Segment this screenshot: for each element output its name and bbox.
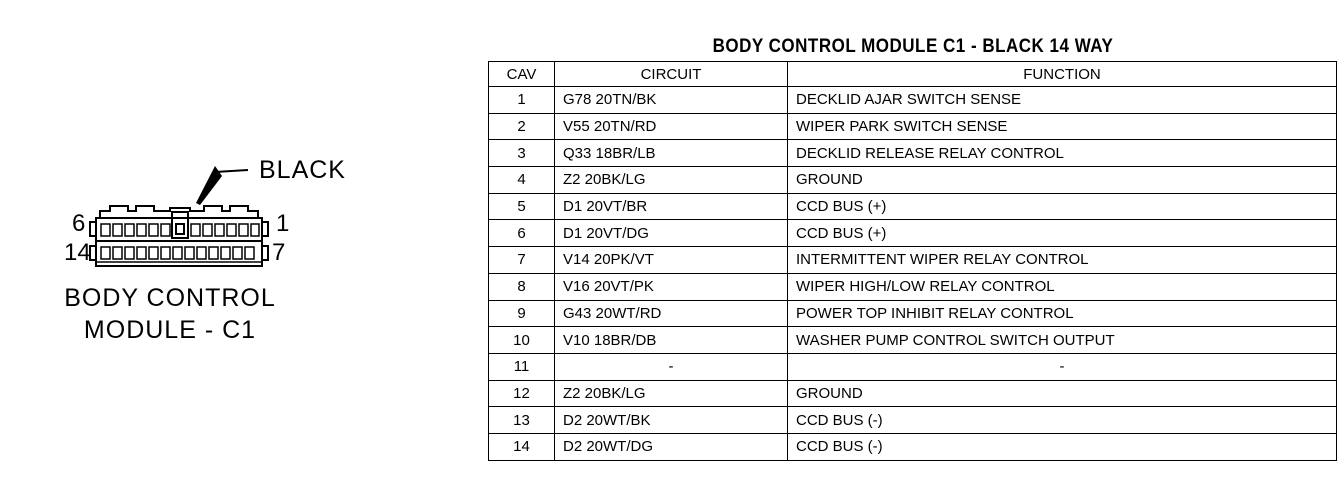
cell-cav: 8 (489, 273, 555, 300)
cell-function: CCD BUS (+) (788, 220, 1337, 247)
cell-circuit: V10 18BR/DB (555, 327, 788, 354)
cell-function: INTERMITTENT WIPER RELAY CONTROL (788, 247, 1337, 274)
table-row (489, 380, 1337, 407)
cell-cav: 7 (489, 247, 555, 274)
header-circuit: CIRCUIT (555, 62, 788, 87)
table-row (489, 140, 1337, 167)
cell-circuit: D1 20VT/BR (555, 193, 788, 220)
table-row (489, 193, 1337, 220)
pin-label-top-left: 6 (72, 210, 86, 237)
cell-circuit: D2 20WT/DG (555, 433, 788, 460)
cell-circuit: V14 20PK/VT (555, 247, 788, 274)
cell-circuit: D2 20WT/BK (555, 407, 788, 434)
connector-caption-line1: BODY CONTROL (64, 284, 276, 312)
cavities-bottom-row (96, 247, 262, 262)
cell-cav: 1 (489, 87, 555, 114)
cell-circuit: Z2 20BK/LG (555, 380, 788, 407)
cell-circuit: G78 20TN/BK (555, 87, 788, 114)
cell-cav: 6 (489, 220, 555, 247)
table-row (489, 273, 1337, 300)
table-row (489, 220, 1337, 247)
cell-cav: 5 (489, 193, 555, 220)
cell-cav: 2 (489, 113, 555, 140)
cell-function: WASHER PUMP CONTROL SWITCH OUTPUT (788, 327, 1337, 354)
pinout-table (488, 61, 1337, 461)
cell-function: WIPER HIGH/LOW RELAY CONTROL (788, 273, 1337, 300)
cell-circuit: Z2 20BK/LG (555, 167, 788, 194)
cell-function: CCD BUS (-) (788, 433, 1337, 460)
cell-function: GROUND (788, 380, 1337, 407)
cell-circuit: G43 20WT/RD (555, 300, 788, 327)
cell-function: DECKLID AJAR SWITCH SENSE (788, 87, 1337, 114)
cell-circuit: - (555, 353, 788, 380)
leader-arrow (196, 166, 222, 205)
cell-function: CCD BUS (+) (788, 193, 1337, 220)
table-row (489, 300, 1337, 327)
pin-label-bottom-right: 7 (272, 239, 286, 266)
cell-circuit: Q33 18BR/LB (555, 140, 788, 167)
cell-function: - (788, 353, 1337, 380)
connector-caption-line2: MODULE - C1 (83, 316, 257, 344)
connector-diagram (0, 0, 480, 486)
cell-cav: 14 (489, 433, 555, 460)
cell-function: DECKLID RELEASE RELAY CONTROL (788, 140, 1337, 167)
pin-label-bottom-left: 14 (64, 239, 91, 266)
cell-cav: 4 (489, 167, 555, 194)
cell-cav: 9 (489, 300, 555, 327)
cell-function: WIPER PARK SWITCH SENSE (788, 113, 1337, 140)
cell-function: GROUND (788, 167, 1337, 194)
cell-cav: 3 (489, 140, 555, 167)
cell-cav: 12 (489, 380, 555, 407)
cell-cav: 11 (489, 353, 555, 380)
table-row (489, 327, 1337, 354)
cell-function: CCD BUS (-) (788, 407, 1337, 434)
table-row (489, 247, 1337, 274)
connector-color-label: BLACK (259, 156, 346, 184)
pin-label-top-right: 1 (276, 210, 290, 237)
table-row (489, 113, 1337, 140)
cell-circuit: V16 20VT/PK (555, 273, 788, 300)
leader-line (215, 170, 248, 172)
table-row (489, 167, 1337, 194)
header-cav: CAV (489, 62, 555, 87)
table-row (489, 87, 1337, 114)
cell-function: POWER TOP INHIBIT RELAY CONTROL (788, 300, 1337, 327)
cell-cav: 13 (489, 407, 555, 434)
table-row (489, 433, 1337, 460)
table-row (489, 353, 1337, 380)
cell-cav: 10 (489, 327, 555, 354)
table-row (489, 407, 1337, 434)
table-title: BODY CONTROL MODULE C1 - BLACK 14 WAY (712, 34, 1114, 57)
cell-circuit: V55 20TN/RD (555, 113, 788, 140)
cell-circuit: D1 20VT/DG (555, 220, 788, 247)
header-function: FUNCTION (788, 62, 1337, 87)
table-header-row (489, 62, 1337, 87)
